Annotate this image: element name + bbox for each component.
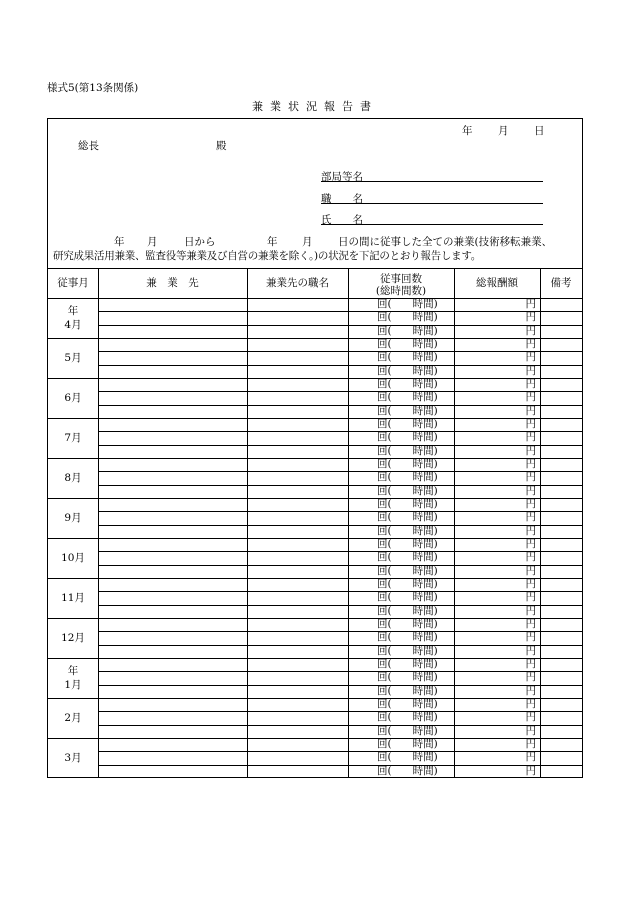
month-label: 4月 — [64, 319, 82, 331]
table-row[interactable] — [98, 738, 582, 751]
count-cell[interactable]: 回( 時間) — [377, 764, 438, 777]
count-cell[interactable]: 回( 時間) — [377, 444, 438, 457]
remuneration-cell[interactable]: 円 — [525, 764, 536, 777]
count-cell[interactable]: 回( 時間) — [377, 711, 438, 724]
month-label: 9月 — [64, 512, 82, 524]
remuneration-cell[interactable]: 円 — [525, 591, 536, 604]
table-row[interactable] — [98, 458, 582, 471]
table-row[interactable] — [98, 765, 582, 778]
remuneration-cell[interactable]: 円 — [525, 338, 536, 350]
period-year-1: 年 — [114, 236, 125, 248]
remuneration-cell[interactable]: 円 — [525, 351, 536, 364]
table-row[interactable] — [98, 685, 582, 698]
table-row[interactable] — [98, 725, 582, 738]
count-cell[interactable]: 回( 時間) — [377, 738, 438, 750]
month-cell — [48, 658, 98, 698]
count-cell[interactable]: 回( 時間) — [377, 458, 438, 470]
header-remuneration: 総報酬額 — [476, 277, 518, 289]
month-label: 1月 — [64, 679, 82, 691]
remuneration-cell[interactable]: 円 — [525, 378, 536, 390]
count-cell[interactable]: 回( 時間) — [377, 751, 438, 764]
period-from: 日から — [184, 236, 216, 248]
remuneration-cell[interactable]: 円 — [525, 311, 536, 324]
date-year-label: 年 — [462, 125, 473, 137]
table-row[interactable] — [98, 378, 582, 391]
month-cell — [48, 338, 98, 378]
remuneration-cell[interactable]: 円 — [525, 698, 536, 710]
count-cell[interactable]: 回( 時間) — [377, 578, 438, 590]
table-row[interactable] — [98, 498, 582, 511]
remuneration-cell[interactable]: 円 — [525, 471, 536, 484]
remuneration-cell[interactable]: 円 — [525, 511, 536, 524]
count-cell[interactable]: 回( 時間) — [377, 418, 438, 430]
month-cell — [48, 578, 98, 618]
month-label: 5月 — [64, 352, 82, 364]
month-cell — [48, 458, 98, 498]
remuneration-cell[interactable]: 円 — [525, 618, 536, 630]
table-row[interactable] — [98, 618, 582, 631]
name-label: 氏 名 — [321, 214, 363, 226]
table-row[interactable] — [98, 551, 582, 564]
header-month: 従事月 — [57, 277, 89, 289]
remuneration-cell[interactable]: 円 — [525, 671, 536, 684]
remuneration-cell[interactable]: 円 — [525, 658, 536, 670]
count-cell[interactable]: 回( 時間) — [377, 564, 438, 577]
month-label: 11月 — [61, 592, 85, 604]
month-year-label: 年 — [67, 305, 79, 317]
table-row[interactable] — [98, 365, 582, 378]
table-row[interactable] — [98, 298, 582, 311]
month-cell — [48, 618, 98, 658]
count-cell[interactable]: 回( 時間) — [377, 351, 438, 364]
month-label: 8月 — [64, 472, 82, 484]
remuneration-cell[interactable]: 円 — [525, 404, 536, 417]
table-row[interactable] — [98, 391, 582, 404]
count-cell[interactable]: 回( 時間) — [377, 698, 438, 710]
remuneration-cell[interactable]: 円 — [525, 418, 536, 430]
table-row[interactable] — [98, 751, 582, 764]
period-text-1: 日の間に従事した全ての兼業(技術移転兼業、 — [338, 236, 553, 248]
count-cell[interactable]: 回( 時間) — [377, 644, 438, 657]
count-cell[interactable]: 回( 時間) — [377, 524, 438, 537]
month-label: 7月 — [64, 432, 82, 444]
count-cell[interactable]: 回( 時間) — [377, 298, 438, 310]
remuneration-cell[interactable]: 円 — [525, 484, 536, 497]
divider-employer — [247, 268, 248, 778]
table-row[interactable] — [98, 631, 582, 644]
table-row[interactable] — [98, 485, 582, 498]
month-label: 10月 — [61, 552, 85, 564]
month-label: 6月 — [64, 392, 82, 404]
document-title: 兼業状況報告書 — [252, 100, 378, 113]
table-row[interactable] — [98, 645, 582, 658]
header-position: 兼業先の職名 — [266, 277, 329, 289]
count-cell[interactable]: 回( 時間) — [377, 684, 438, 697]
divider-count — [454, 268, 455, 778]
count-cell[interactable]: 回( 時間) — [377, 364, 438, 377]
period-month-1: 月 — [147, 236, 158, 248]
table-row[interactable] — [98, 698, 582, 711]
header-count-line2: (総時間数) — [375, 285, 427, 297]
report-form — [47, 118, 583, 778]
count-cell[interactable]: 回( 時間) — [377, 618, 438, 630]
month-cell — [48, 418, 98, 458]
remuneration-cell[interactable]: 円 — [525, 751, 536, 764]
count-cell[interactable]: 回( 時間) — [377, 498, 438, 510]
remuneration-cell[interactable]: 円 — [525, 631, 536, 644]
table-row[interactable] — [98, 311, 582, 324]
addressee: 総長 — [78, 140, 99, 152]
header-remarks: 備考 — [550, 277, 572, 289]
month-cell — [48, 538, 98, 578]
month-cell — [48, 498, 98, 538]
remuneration-cell[interactable]: 円 — [525, 431, 536, 444]
month-cell — [48, 738, 98, 778]
month-cell — [48, 298, 98, 338]
form-reference: 様式5(第13条関係) — [47, 82, 139, 94]
remuneration-cell[interactable]: 円 — [525, 564, 536, 577]
remuneration-cell[interactable]: 円 — [525, 498, 536, 510]
month-label: 12月 — [61, 632, 85, 644]
remuneration-cell[interactable]: 円 — [525, 364, 536, 377]
remuneration-cell[interactable]: 円 — [525, 724, 536, 737]
period-year-2: 年 — [267, 236, 278, 248]
table-row[interactable] — [98, 431, 582, 444]
count-cell[interactable]: 回( 時間) — [377, 604, 438, 617]
count-cell[interactable]: 回( 時間) — [377, 378, 438, 390]
table-row[interactable] — [98, 351, 582, 364]
count-cell[interactable]: 回( 時間) — [377, 671, 438, 684]
count-cell[interactable]: 回( 時間) — [377, 658, 438, 670]
divider-position — [348, 268, 349, 778]
count-cell[interactable]: 回( 時間) — [377, 551, 438, 564]
table-row[interactable] — [98, 605, 582, 618]
divider-month — [98, 268, 99, 778]
header-count-line1: 従事回数 — [380, 273, 422, 285]
month-cell — [48, 698, 98, 738]
remuneration-cell[interactable]: 円 — [525, 738, 536, 750]
table-row[interactable] — [98, 538, 582, 551]
table-row[interactable] — [98, 445, 582, 458]
count-cell[interactable]: 回( 時間) — [377, 538, 438, 550]
table-row[interactable] — [98, 578, 582, 591]
remuneration-cell[interactable]: 円 — [525, 551, 536, 564]
job-title-field[interactable] — [321, 203, 543, 204]
table-row[interactable] — [98, 591, 582, 604]
remuneration-cell[interactable]: 円 — [525, 298, 536, 310]
name-field[interactable] — [321, 224, 543, 225]
count-cell[interactable]: 回( 時間) — [377, 591, 438, 604]
table-row[interactable] — [98, 471, 582, 484]
count-cell[interactable]: 回( 時間) — [377, 724, 438, 737]
dept-label: 部局等名 — [321, 171, 363, 183]
table-row[interactable] — [98, 338, 582, 351]
count-cell[interactable]: 回( 時間) — [377, 391, 438, 404]
table-row[interactable] — [98, 658, 582, 671]
remuneration-cell[interactable]: 円 — [525, 644, 536, 657]
month-year-label: 年 — [67, 665, 79, 677]
month-label: 3月 — [64, 752, 82, 764]
table-row[interactable] — [98, 711, 582, 724]
count-cell[interactable]: 回( 時間) — [377, 511, 438, 524]
remuneration-cell[interactable]: 円 — [525, 444, 536, 457]
job-title-label: 職 名 — [321, 193, 363, 205]
count-cell[interactable]: 回( 時間) — [377, 311, 438, 324]
count-cell[interactable]: 回( 時間) — [377, 338, 438, 350]
divider-remuneration — [540, 268, 541, 778]
table-row[interactable] — [98, 525, 582, 538]
month-cell — [48, 378, 98, 418]
remuneration-cell[interactable]: 円 — [525, 391, 536, 404]
date-day-label: 日 — [534, 125, 545, 137]
remuneration-cell[interactable]: 円 — [525, 684, 536, 697]
remuneration-cell[interactable]: 円 — [525, 524, 536, 537]
dept-field[interactable] — [321, 181, 543, 182]
month-label: 2月 — [64, 712, 82, 724]
count-cell[interactable]: 回( 時間) — [377, 484, 438, 497]
remuneration-cell[interactable]: 円 — [525, 578, 536, 590]
honorific: 殿 — [216, 140, 227, 152]
table-row[interactable] — [98, 418, 582, 431]
remuneration-cell[interactable]: 円 — [525, 538, 536, 550]
count-cell[interactable]: 回( 時間) — [377, 404, 438, 417]
count-cell[interactable]: 回( 時間) — [377, 324, 438, 337]
remuneration-cell[interactable]: 円 — [525, 458, 536, 470]
table-row[interactable] — [98, 565, 582, 578]
activity-table — [48, 268, 582, 778]
table-row[interactable] — [98, 325, 582, 338]
table-row[interactable] — [98, 405, 582, 418]
period-text-2: 研究成果活用兼業、監査役等兼業及び自営の兼業を除く。)の状況を下記のとおり報告します。 — [53, 250, 482, 262]
header-employer: 兼 業 先 — [146, 277, 199, 289]
period-month-2: 月 — [302, 236, 313, 248]
table-row[interactable] — [98, 671, 582, 684]
count-cell[interactable]: 回( 時間) — [377, 631, 438, 644]
count-cell[interactable]: 回( 時間) — [377, 431, 438, 444]
date-month-label: 月 — [498, 125, 509, 137]
table-row[interactable] — [98, 511, 582, 524]
remuneration-cell[interactable]: 円 — [525, 604, 536, 617]
remuneration-cell[interactable]: 円 — [525, 324, 536, 337]
count-cell[interactable]: 回( 時間) — [377, 471, 438, 484]
remuneration-cell[interactable]: 円 — [525, 711, 536, 724]
